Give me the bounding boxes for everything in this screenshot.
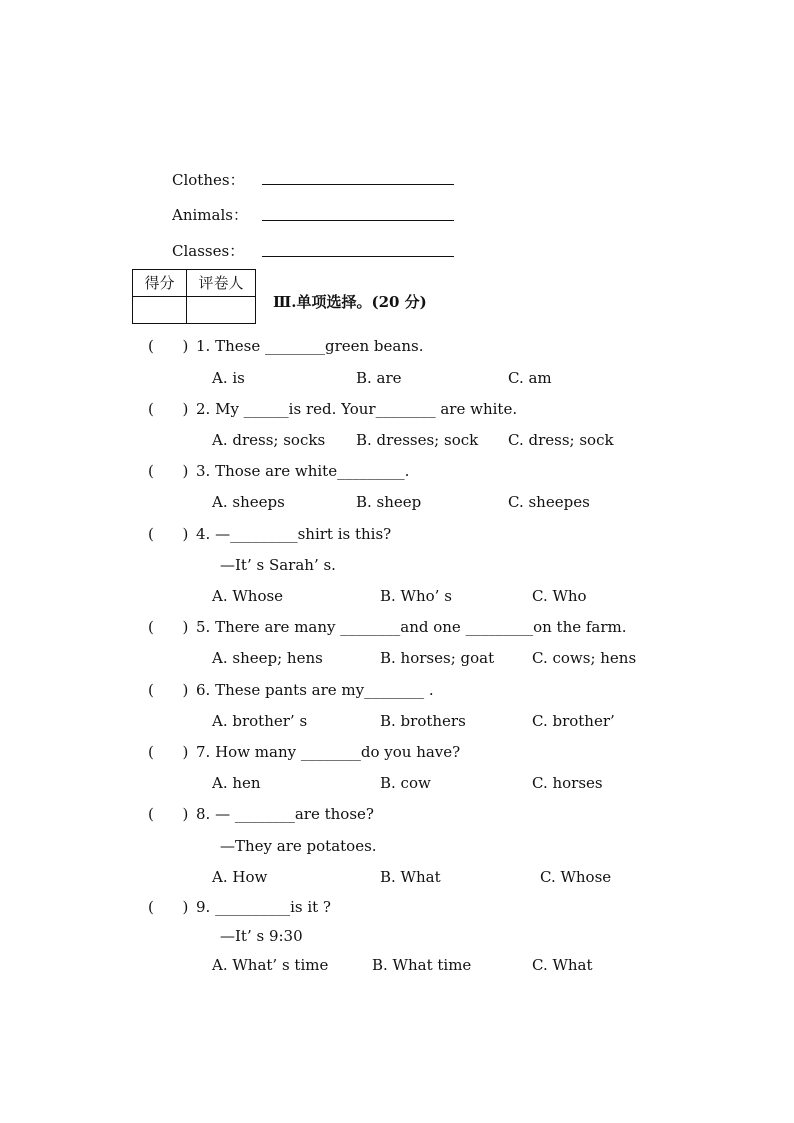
- section-title: Ⅲ.单项选择。(20 分): [273, 293, 427, 311]
- category-label-animals: Animals：: [172, 206, 248, 224]
- option-b-8: B. What: [380, 868, 441, 886]
- option-c-9: C. What: [532, 956, 593, 974]
- answer-line-animals: [262, 220, 454, 221]
- question-reply-9: —It’ s 9:30: [220, 927, 303, 945]
- question-stem-1: 1. These ________green beans.: [196, 337, 424, 355]
- answer-paren-8: ( ): [148, 805, 189, 823]
- option-b-6: B. brothers: [380, 712, 466, 730]
- answer-paren-7: ( ): [148, 743, 189, 761]
- answer-paren-4: ( ): [148, 525, 189, 543]
- answer-paren-3: ( ): [148, 462, 189, 480]
- answer-paren-2: ( ): [148, 400, 189, 418]
- option-c-4: C. Who: [532, 587, 587, 605]
- question-stem-9: 9. __________is it ?: [196, 898, 331, 916]
- option-c-6: C. brother’: [532, 712, 615, 730]
- option-a-8: A. How: [212, 868, 268, 886]
- answer-paren-6: ( ): [148, 681, 189, 699]
- option-a-6: A. brother’ s: [212, 712, 308, 730]
- option-c-2: C. dress; sock: [508, 431, 614, 449]
- option-a-9: A. What’ s time: [212, 956, 329, 974]
- option-b-7: B. cow: [380, 774, 431, 792]
- answer-line-classes: [262, 256, 454, 257]
- option-a-7: A. hen: [212, 774, 261, 792]
- question-reply-4: —It’ s Sarah’ s.: [220, 556, 336, 574]
- question-stem-6: 6. These pants are my________ .: [196, 681, 434, 699]
- question-stem-8: 8. — ________are those?: [196, 805, 374, 823]
- option-a-1: A. is: [212, 369, 245, 387]
- option-a-5: A. sheep; hens: [212, 649, 323, 667]
- grader-header: 评卷人: [187, 270, 256, 297]
- option-a-2: A. dress; socks: [212, 431, 326, 449]
- answer-paren-1: ( ): [148, 337, 189, 355]
- option-c-8: C. Whose: [540, 868, 612, 886]
- question-stem-4: 4. —_________shirt is this?: [196, 525, 392, 543]
- category-label-clothes: Clothes：: [172, 171, 245, 189]
- option-c-5: C. cows; hens: [532, 649, 637, 667]
- answer-line-clothes: [262, 184, 454, 185]
- option-b-3: B. sheep: [356, 493, 422, 511]
- option-c-1: C. am: [508, 369, 552, 387]
- option-a-4: A. Whose: [212, 587, 284, 605]
- option-b-5: B. horses; goat: [380, 649, 495, 667]
- option-b-2: B. dresses; sock: [356, 431, 479, 449]
- option-a-3: A. sheeps: [212, 493, 285, 511]
- grader-cell: [187, 297, 256, 324]
- option-b-4: B. Who’ s: [380, 587, 452, 605]
- score-header: 得分: [133, 270, 187, 297]
- answer-paren-9: ( ): [148, 898, 189, 916]
- score-cell: [133, 297, 187, 324]
- option-b-9: B. What time: [372, 956, 472, 974]
- option-c-7: C. horses: [532, 774, 603, 792]
- question-stem-2: 2. My ______is red. Your________ are white.: [196, 400, 518, 418]
- score-table: [132, 269, 256, 324]
- question-stem-5: 5. There are many ________and one _________on the farm.: [196, 618, 627, 636]
- question-stem-7: 7. How many ________do you have?: [196, 743, 461, 761]
- option-b-1: B. are: [356, 369, 402, 387]
- answer-paren-5: ( ): [148, 618, 189, 636]
- option-c-3: C. sheepes: [508, 493, 590, 511]
- question-stem-3: 3. Those are white_________.: [196, 462, 410, 480]
- question-reply-8: —They are potatoes.: [220, 837, 377, 855]
- category-label-classes: Classes：: [172, 242, 245, 260]
